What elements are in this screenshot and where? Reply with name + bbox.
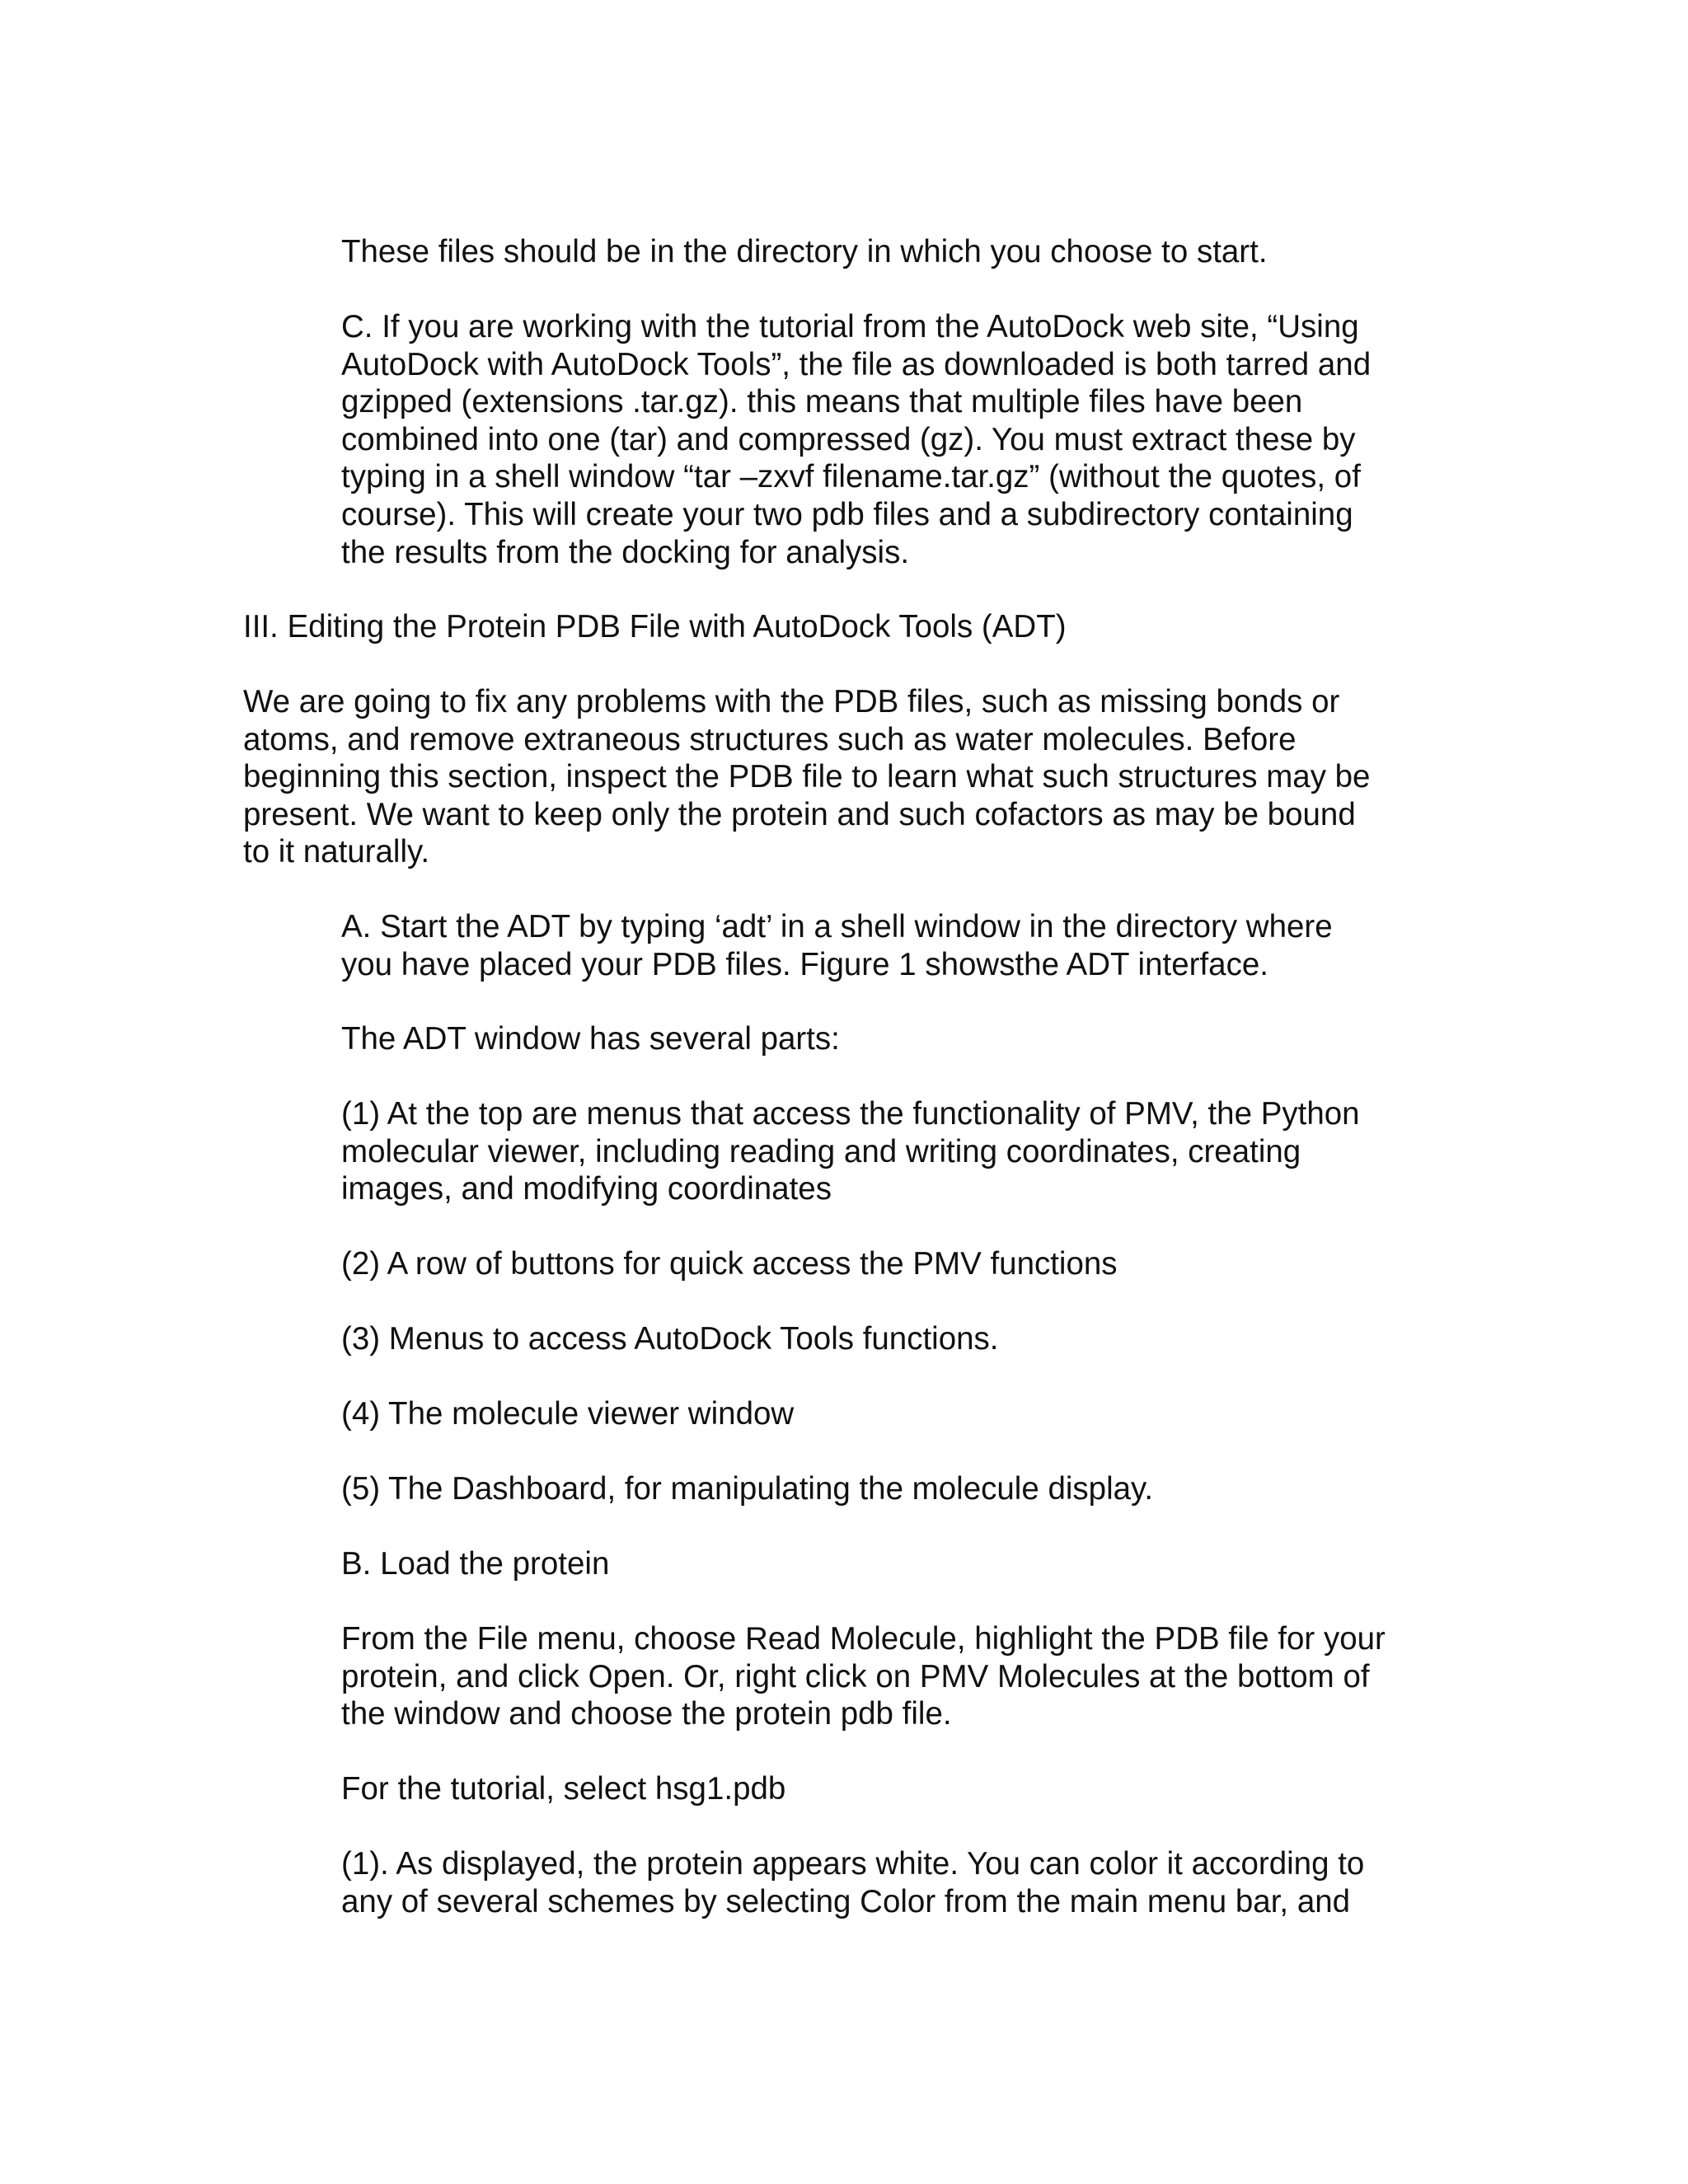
text-line: to it naturally. (243, 834, 430, 870)
paragraph-section-intro (243, 683, 1370, 871)
text-line: B. Load the protein (341, 1546, 610, 1582)
text-line: beginning this section, inspect the PDB file to learn what such structures may be (243, 759, 1371, 795)
text-line: III. Editing the Protein PDB File with AutoDock Tools (ADT) (243, 609, 1067, 644)
text-line: the results from the docking for analysis. (341, 534, 910, 570)
paragraph-color-note (341, 1845, 1364, 1920)
text-line: present. We want to keep only the protein and such cofactors as may be bound (243, 796, 1356, 832)
text-line: We are going to fix any problems with the PDB files, such as missing bonds or (243, 684, 1340, 719)
text-line: combined into one (tar) and compressed (gz). You must extract these by (341, 421, 1356, 457)
paragraph-part-4 (341, 1395, 794, 1433)
text-line: These files should be in the directory in which you choose to start. (341, 234, 1268, 269)
section-heading (243, 608, 1067, 646)
text-line: the window and choose the protein pdb file. (341, 1696, 952, 1732)
paragraph-load-instructions (341, 1620, 1386, 1733)
text-line: (1). As displayed, the protein appears white. You can color it according to (341, 1846, 1365, 1882)
text-line: gzipped (extensions .tar.gz). this means that multiple files have been (341, 384, 1303, 420)
text-line: protein, and click Open. Or, right click on PMV Molecules at the bottom of (341, 1658, 1370, 1694)
paragraph-part-5 (341, 1470, 1153, 1508)
text-line: (4) The molecule viewer window (341, 1396, 795, 1432)
paragraph-part-2 (341, 1245, 1118, 1283)
text-line: course). This will create your two pdb files and a subdirectory containing (341, 496, 1353, 532)
text-line: atoms, and remove extraneous structures such as water molecules. Before (243, 721, 1296, 757)
text-line: C. If you are working with the tutorial from the AutoDock web site, “Using (341, 309, 1359, 344)
text-line: (1) At the top are menus that access the functionality of PMV, the Python (341, 1096, 1360, 1132)
text-line: From the File menu, choose Read Molecule, highlight the PDB file for your (341, 1621, 1386, 1657)
text-line: A. Start the ADT by typing ‘adt’ in a shell window in the directory where (341, 909, 1333, 944)
text-line: The ADT window has several parts: (341, 1021, 840, 1057)
text-line: (2) A row of buttons for quick access the PMV functions (341, 1246, 1118, 1282)
text-line: AutoDock with AutoDock Tools”, the file as downloaded is both tarred and (341, 346, 1372, 382)
text-line: typing in a shell window “tar –zxvf filename.tar.gz” (without the quotes, of (341, 459, 1361, 495)
text-line: For the tutorial, select hsg1.pdb (341, 1771, 786, 1807)
paragraph-part-3 (341, 1320, 998, 1358)
text-line: you have placed your PDB files. Figure 1 showsthe ADT interface. (341, 946, 1268, 982)
text-line: images, and modifying coordinates (341, 1171, 832, 1207)
paragraph-step-a (341, 908, 1333, 983)
paragraph-step-c (341, 308, 1371, 571)
text-line: (3) Menus to access AutoDock Tools functions. (341, 1321, 999, 1357)
paragraph-adt-parts-intro (341, 1020, 840, 1058)
text-line: any of several schemes by selecting Color from the main menu bar, and (341, 1883, 1351, 1919)
text-line: molecular viewer, including reading and writing coordinates, creating (341, 1133, 1301, 1169)
paragraph-step-b (341, 1545, 609, 1583)
paragraph-tutorial-select (341, 1770, 785, 1808)
text-line: (5) The Dashboard, for manipulating the molecule display. (341, 1471, 1154, 1507)
paragraph-files-location (341, 233, 1268, 271)
paragraph-part-1 (341, 1095, 1360, 1208)
